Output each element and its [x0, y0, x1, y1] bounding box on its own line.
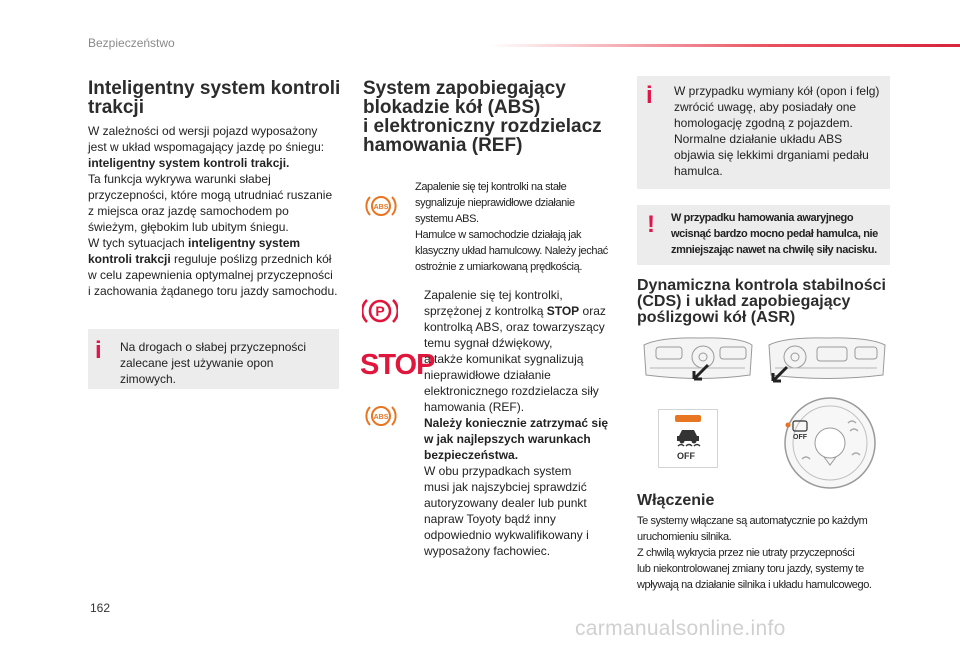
- text-line: wcisnąć bardzo mocno pedał hamulca, nie: [671, 228, 878, 240]
- text-fragment-bold: kontroli trakcji: [88, 252, 171, 266]
- dashboard-illustration: [765, 335, 890, 385]
- text-line: świeżym, głębokim lub ubitym śniegu.: [88, 220, 289, 234]
- text-line: lub niekontrolowanej zmiany toru jazdy, systemy te: [637, 563, 864, 575]
- abs-icon-label: ABS: [373, 204, 389, 211]
- skidding-car-icon: [673, 426, 703, 448]
- text-line: Z chwilą wykrycia przez nie utraty przyczepności: [637, 547, 855, 559]
- text-line: bezpieczeństwa.: [424, 448, 519, 462]
- text-line: klasyczny układ hamulcowy. Należy jechać: [415, 245, 608, 257]
- traction-control-title: [88, 79, 340, 117]
- text-line: nieprawidłowe działanie: [424, 368, 551, 382]
- text-line: jest w układ wspomagający jazdę po śniegu:: [88, 140, 325, 154]
- text-fragment: W tych sytuacjach: [88, 236, 189, 250]
- abs-ref-title: [363, 79, 602, 155]
- title-line: Inteligentny system kontroli: [88, 78, 341, 99]
- text-line: temu sygnał dźwiękowy,: [424, 336, 553, 350]
- text-line: odpowiednio wykwalifikowany i: [424, 528, 589, 542]
- title-line: blokadzie kół (ABS): [363, 97, 541, 118]
- text-line: objawia się lekkimi drganiami pedału: [674, 148, 869, 162]
- text-line: homologację zgodną z pojazdem.: [674, 116, 853, 130]
- text-line: autoryzowany dealer lub punkt: [424, 496, 587, 510]
- text-line: W przypadku hamowania awaryjnego: [671, 212, 854, 224]
- title-line: poślizgowi kół (ASR): [637, 309, 796, 326]
- header-divider: [490, 44, 960, 47]
- info-text: [674, 83, 884, 179]
- traction-control-description: [88, 123, 348, 299]
- winter-tyres-info-box: [88, 329, 339, 389]
- text-line: w jak najlepszych warunkach: [424, 432, 591, 446]
- text-line: wpływają na działanie silnika i układu hamulcowego.: [637, 579, 872, 591]
- text-line: Normalne działanie układu ABS: [674, 132, 843, 146]
- watermark: carmanualsonline.info: [575, 617, 786, 640]
- text-line: W obu przypadkach system: [424, 464, 572, 478]
- stability-control-title: [637, 278, 886, 326]
- brake-warning-icon: [362, 296, 398, 326]
- text-line: inteligentny system kontroli trakcji.: [88, 156, 290, 170]
- abs-warning-icon: [364, 193, 398, 219]
- abs-warning-icon: [364, 403, 398, 429]
- text-line: wyposażony fachowiec.: [424, 544, 551, 558]
- emergency-braking-warning-box: [637, 205, 890, 265]
- text-line: [88, 235, 348, 251]
- warning-text: [671, 210, 889, 258]
- text-line: zimowych.: [120, 372, 177, 386]
- text-line: Ta funkcja wykrywa warunki słabej: [88, 172, 271, 186]
- activation-title: Włączenie: [637, 492, 715, 509]
- text-fragment-bold: inteligentny system: [188, 236, 301, 250]
- stability-off-button-illustration: [658, 409, 718, 468]
- info-icon: i: [646, 82, 653, 109]
- text-line: i zachowania żądanego toru jazdy samochodu.: [88, 284, 338, 298]
- text-line: ostrożnie z umiarkowaną prędkością.: [415, 261, 582, 273]
- text-line: musi jak najszybciej sprawdzić: [424, 480, 587, 494]
- text-line: Hamulce w samochodzie działają jak: [415, 229, 582, 241]
- text-line: Zapalenie się tej kontrolki,: [424, 288, 563, 302]
- text-fragment: reguluje poślizg przednich kół: [170, 252, 332, 266]
- title-line: Dynamiczna kontrola stabilności: [637, 277, 886, 294]
- text-line: W przypadku wymiany kół (opon i felg): [674, 84, 880, 98]
- text-line: hamulca.: [674, 164, 723, 178]
- text-line: zmniejszając nawet na chwilę siły nacisku.: [671, 244, 877, 256]
- text-fragment: oraz: [579, 304, 606, 318]
- abs-warning-description: [415, 179, 630, 275]
- wheel-replacement-info-box: [637, 76, 890, 189]
- brake-icon-label: P: [375, 303, 385, 319]
- text-line: elektronicznego rozdzielacza siły: [424, 384, 599, 398]
- text-line: Należy koniecznie zatrzymać się: [424, 416, 609, 430]
- text-line: Te systemy włączane są automatycznie po każdym: [637, 515, 868, 527]
- info-text: [120, 339, 330, 387]
- text-line: z miejsca oraz jazdę samochodem po: [88, 204, 289, 218]
- text-line: systemu ABS.: [415, 213, 479, 225]
- text-line: W zależności od wersji pojazd wyposażony: [88, 124, 318, 138]
- text-line: [88, 251, 348, 267]
- dashboard-illustration: [640, 335, 755, 385]
- text-line: w celu zapewnienia optymalnej przyczepności: [88, 268, 333, 282]
- title-line: i elektroniczny rozdzielacz: [363, 116, 602, 137]
- page-number: 162: [90, 601, 111, 615]
- text-line: [424, 303, 624, 319]
- stop-warning-icon: STOP: [360, 349, 435, 381]
- text-line: a także komunikat sygnalizują: [424, 352, 584, 366]
- title-line: hamowania (REF): [363, 135, 523, 156]
- text-line: kontrolką ABS, oraz towarzyszący: [424, 320, 605, 334]
- text-line: zwrócić uwagę, aby posiadały one: [674, 100, 857, 114]
- section-header: Bezpieczeństwo: [88, 36, 175, 50]
- ref-warning-description: [424, 287, 624, 559]
- title-line: System zapobiegający: [363, 78, 566, 99]
- text-line: przyczepności, które mogą utrudniać ruszanie: [88, 188, 333, 202]
- text-line: zalecane jest używanie opon: [120, 356, 274, 370]
- drive-mode-selector-illustration: [780, 395, 880, 491]
- text-line: uruchomieniu silnika.: [637, 531, 732, 543]
- warning-icon: !: [647, 211, 655, 238]
- selector-off-label: OFF: [793, 434, 807, 441]
- title-line: trakcji: [88, 97, 144, 118]
- text-line: sygnalizuje nieprawidłowe działanie: [415, 197, 575, 209]
- abs-icon-label: ABS: [373, 414, 389, 421]
- text-line: Zapalenie się tej kontrolki na stałe: [415, 181, 567, 193]
- indicator-led: [675, 415, 701, 422]
- info-icon: i: [95, 337, 102, 364]
- text-line: napraw Toyoty bądź inny: [424, 512, 556, 526]
- title-line: (CDS) i układ zapobiegający: [637, 293, 851, 310]
- text-line: hamowania (REF).: [424, 400, 525, 414]
- activation-description: [637, 513, 892, 593]
- text-line: Na drogach o słabej przyczepności: [120, 340, 307, 354]
- text-fragment: sprzężonej z kontrolką: [424, 304, 547, 318]
- off-label: OFF: [677, 451, 695, 461]
- text-fragment-bold: STOP: [546, 304, 580, 318]
